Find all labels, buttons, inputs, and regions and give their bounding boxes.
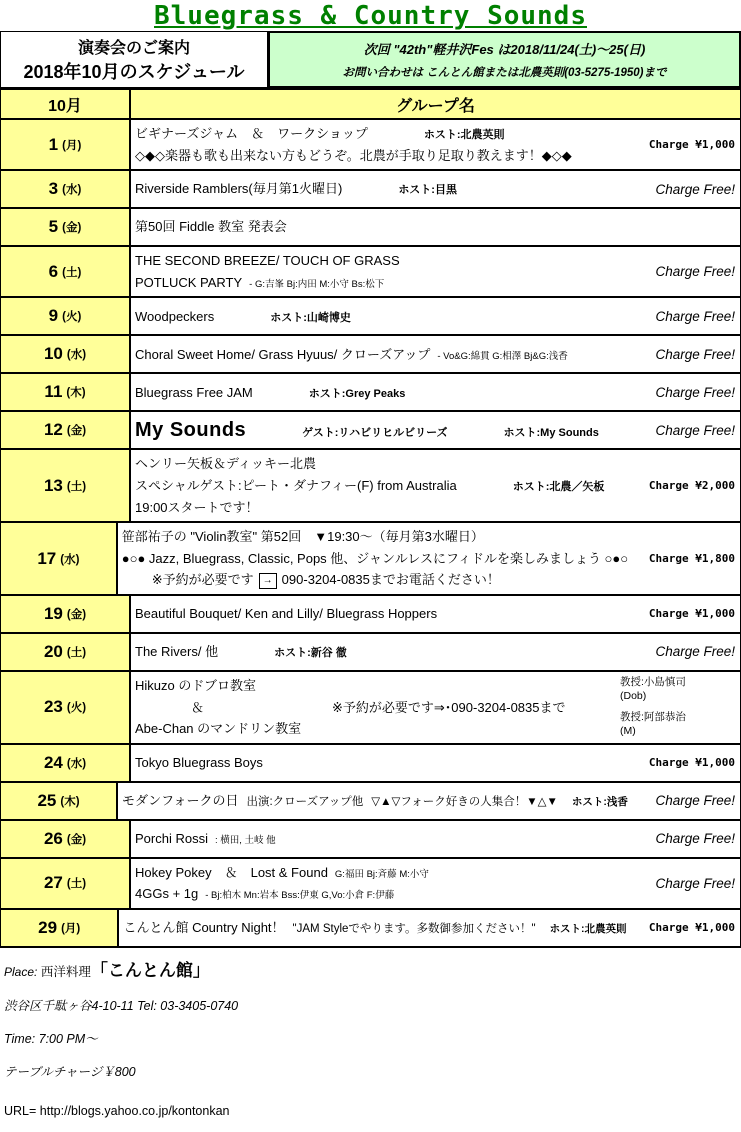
date-number: 26 [43,828,63,848]
event-text: 19:00スタートです！ [135,499,259,515]
event-text: ヘンリー矢板＆ディッキー北農 [135,456,316,472]
charge-cell [618,672,740,743]
event-line [135,417,616,444]
table-row [1,634,740,672]
charge-label: Charge Free! [655,346,735,362]
date-weekday: (月) [61,922,81,935]
date-weekday: (土) [66,646,87,659]
event-cell [131,821,618,857]
event-text: ※予約が必要です⇒･090-3204-0835まで [332,699,566,715]
date-weekday: (火) [62,311,82,324]
notice-line1: 次回 "42th"軽井沢Fes は2018/11/24(土)～25(日) [363,42,646,57]
event-cell [131,120,618,169]
date-number: 24 [43,752,63,772]
table-header-row [1,88,740,120]
event-cell [131,634,618,670]
charge-label: Charge ¥1,000 [648,138,735,152]
event-cell [131,859,618,908]
event-line [135,272,616,294]
date-cell [1,374,131,410]
date-weekday: (土) [66,878,87,891]
place-line [4,956,737,981]
date-cell [1,336,131,372]
event-cell [119,910,628,946]
event-text: 出演:クローズアップ他 [246,795,364,808]
date-cell [1,910,119,946]
date-cell [1,634,131,670]
event-text: Beautiful Bouquet/ Ken and Lilly/ Bluegrass Hoppers [135,606,438,622]
charge-cell [618,821,740,857]
venue-name: 「こんとん館」 [90,960,210,980]
host-label: ホスト:北農英則 [549,923,627,936]
event-text: - Vo&G:綿貫 G:相澤 Bj&G:浅香 [437,350,568,362]
event-text: 090-3204-0835までお電話ください！ [281,572,500,588]
date-number: 20 [43,641,63,661]
host-label: ホスト:新谷 徹 [274,647,347,660]
date-weekday: (金) [66,425,87,438]
date-cell [1,672,131,743]
charge-label: Charge Free! [655,644,735,660]
date-number: 11 [44,382,63,402]
teacher-label: (M) [620,724,636,737]
event-line [135,497,616,519]
host-label: ホスト:北農英則 [423,129,505,141]
date-cell [1,171,131,207]
host-label: ホスト:山崎博史 [270,311,351,324]
event-text: "JAM Styleでやります。多数御参加ください！" [292,923,536,936]
event-text: The Rivers/ 他 [135,644,219,660]
date-weekday: (月) [62,139,82,152]
date-cell [1,298,131,334]
date-cell [1,120,131,169]
charge-cell [618,171,740,207]
caption-line1: 演奏会のご案内 [77,40,190,57]
date-cell [1,523,118,594]
event-text: 4GGs + 1g [135,886,199,902]
table-row [1,247,740,298]
charge-cell [618,859,740,908]
event-text: Hokey Pokey ＆ Lost & Found [135,864,328,880]
table-row [1,171,740,209]
charge-cell [618,374,740,410]
event-cell [131,247,618,296]
event-text: - G:吉峯 Bj:内田 M:小守 Bs:松下 [249,278,385,290]
date-number: 19 [43,603,63,623]
host-label: ホスト:Grey Peaks [308,387,406,400]
event-text: POTLUCK PARTY [135,274,243,290]
event-line [135,216,616,238]
date-weekday: (木) [66,387,86,400]
table-row [1,412,740,450]
table-row [1,450,740,523]
date-cell [1,412,131,448]
event-text: ▽▲▽フォーク好きの人集合！▼△▼ [371,795,558,808]
event-text: Tokyo Bluegrass Boys [135,754,263,770]
date-weekday: (水) [66,349,87,362]
event-text: モダンフォークの日 [121,792,239,808]
event-cell [131,745,618,781]
event-cell [131,672,618,743]
host-label: ホスト:北農／矢板 [512,480,605,493]
table-row [1,336,740,374]
event-text: 第50回 Fiddle 教室 発表会 [135,219,287,235]
charge-label: Charge ¥1,000 [648,607,735,621]
charge-label: Charge ¥1,000 [648,921,735,935]
event-line [135,250,616,272]
charge-label: Charge Free! [655,384,735,400]
event-text: ＆ [191,699,205,715]
date-cell [1,450,131,521]
event-text: こんとん館 Country Night！ [123,920,285,936]
charge-label: Charge Free! [655,308,735,324]
table-row [1,298,740,336]
date-weekday: (火) [66,702,87,715]
date-number: 27 [43,873,63,893]
event-text: 笹部祐子の "Violin教室" 第52回 ▼19:30～（毎月第3水曜日） [121,529,484,545]
event-cell [118,523,630,594]
host-label: ホスト:浅香 [571,795,628,808]
date-number: 29 [38,917,58,937]
table-row [1,596,740,634]
event-cell [131,209,618,245]
host-label: ホスト:目黒 [398,184,457,197]
charge-cell [629,910,740,946]
event-text: Porchi Rossi [135,830,208,846]
charge-cell [630,783,740,819]
event-text: スペシャルゲスト:ピート・ダナフィー(F) from Australia [135,477,457,493]
event-line [122,548,628,570]
event-text: Bluegrass Free JAM [135,384,253,400]
venue-url[interactable]: URL= http://blogs.yahoo.co.jp/kontonkan [4,1103,230,1118]
event-text: Abe-Chan のマンドリン教室 [135,721,302,737]
event-line [135,178,616,200]
event-text: Choral Sweet Home/ Grass Hyuus/ クローズアップ [135,346,431,362]
teacher-label: 教授:小島慎司 [620,676,686,689]
table-charge: テーブルチャージ￥800 [4,1064,136,1079]
charge-cell [618,336,740,372]
date-number: 25 [37,790,57,810]
charge-label: Charge ¥1,000 [648,756,735,770]
date-number: 9 [48,306,59,326]
event-line [135,475,616,497]
event-line [122,790,628,812]
date-weekday: (金) [66,833,87,846]
event-text: ◇◆◇楽器も歌も出来ない方もどうぞ。北農が手取り足取り教えます！◆◇◆ [135,147,572,163]
page-title: Bluegrass & Country Sounds [154,1,587,31]
table-row [1,672,740,745]
month-column-header: 10月 [1,90,131,118]
date-weekday: (水) [60,553,80,566]
notice-line2: お問い合わせは こんとん館または北農英則(03-5275-1950)まで [342,67,667,79]
date-weekday: (土) [62,266,82,279]
event-line [122,569,628,591]
event-text: : 横田, 土岐 他 [214,834,276,846]
charge-cell [618,209,740,245]
event-line [135,828,616,850]
date-number: 6 [48,261,59,281]
event-line [135,145,616,167]
event-line [135,123,616,145]
event-line [135,862,616,884]
event-line [135,641,616,663]
schedule-caption [0,31,268,88]
event-cell [131,298,618,334]
charge-cell [618,745,740,781]
charge-cell [618,450,740,521]
event-line [135,382,616,404]
table-row [1,783,740,821]
start-time: Time: 7:00 PM～ [4,1031,98,1046]
charge-label: Charge Free! [655,181,735,197]
date-number: 23 [43,697,63,717]
event-line [135,883,616,905]
table-row [1,120,740,171]
date-weekday: (金) [66,608,87,621]
date-weekday: (金) [62,222,82,235]
event-text: ※予約が必要です [151,572,254,588]
caption-line2: 2018年10月のスケジュール [23,62,245,82]
charge-cell [618,247,740,296]
schedule-rows [1,120,740,948]
event-cell [131,336,618,372]
date-cell [1,247,131,296]
date-cell [1,821,131,857]
event-cell [131,374,618,410]
event-line [135,718,616,740]
table-row [1,745,740,783]
event-cell [131,412,618,448]
charge-label: Charge Free! [655,264,735,280]
next-event-notice [268,31,741,88]
event-line [123,917,626,939]
venue-address: 渋谷区千駄ヶ谷4-10-11 Tel: 03-3405-0740 [4,998,239,1013]
date-number: 3 [48,179,59,199]
event-text: THE SECOND BREEZE/ TOUCH OF GRASS [135,253,400,269]
teacher-label: 教授:阿部恭治 [620,711,686,724]
charge-cell [618,298,740,334]
charge-cell [630,523,740,594]
charge-label: Charge Free! [655,793,735,809]
charge-cell [618,412,740,448]
event-text: Woodpeckers [135,308,215,324]
charge-cell [618,634,740,670]
date-cell [1,745,131,781]
event-line [135,603,616,625]
event-line [122,526,628,548]
date-weekday: (水) [66,757,87,770]
event-text: Hikuzo のドブロ教室 [135,677,256,693]
date-weekday: (木) [60,795,80,808]
group-column-header: グループ名 [396,97,475,115]
event-text: - Bj:柏木 Mn:岩本 Bss:伊東 G,Vo:小倉 F:伊藤 [205,890,395,902]
charge-label: Charge ¥1,800 [648,552,735,566]
event-cell [131,450,618,521]
schedule-table [0,88,741,948]
date-number: 17 [37,548,57,568]
event-line [135,344,616,366]
date-number: 13 [43,475,63,495]
boxed-arrow-icon: → [259,573,277,589]
place-label: Place: [4,964,38,979]
charge-label: Charge Free! [655,422,735,438]
date-number: 10 [43,344,63,364]
table-row [1,374,740,412]
event-line [135,675,616,697]
event-line [135,697,616,719]
header-band [0,31,741,88]
charge-cell [618,120,740,169]
charge-label: Charge ¥2,000 [648,479,735,493]
table-row [1,523,740,596]
event-text: Riverside Ramblers(毎月第1火曜日) [135,181,343,197]
date-cell [1,209,131,245]
charge-label: Charge Free! [655,875,735,891]
event-line [135,453,616,475]
table-row [1,910,740,948]
event-cell [131,596,618,632]
event-text: My Sounds [135,418,247,441]
date-weekday: (水) [62,184,82,197]
event-text: G:福田 Bj:斉藤 M:小守 [334,868,429,880]
table-row [1,209,740,247]
charge-cell [618,596,740,632]
table-row [1,821,740,859]
host-label: ゲスト:リハビリヒルビリーズ [302,426,448,439]
place-cuisine: 西洋料理 [37,964,91,979]
date-cell [1,783,118,819]
charge-label: Charge Free! [655,831,735,847]
event-line [135,752,616,774]
event-line [135,306,616,328]
date-number: 1 [48,134,59,154]
date-cell [1,859,131,908]
date-weekday: (土) [66,480,87,493]
teacher-label: (Dob) [620,689,647,702]
date-number: 5 [48,217,59,237]
event-cell [118,783,630,819]
host-label: ホスト:My Sounds [503,426,599,439]
venue-footer [0,948,741,1118]
date-cell [1,596,131,632]
event-cell [131,171,618,207]
date-number: 12 [43,420,63,440]
event-text: ビギナーズジャム ＆ ワークショップ [135,126,368,141]
event-text: ●○● Jazz, Bluegrass, Classic, Pops 他、ジャンルレスにフィドルを楽しみましょう ○●○ [121,550,629,566]
table-row [1,859,740,910]
